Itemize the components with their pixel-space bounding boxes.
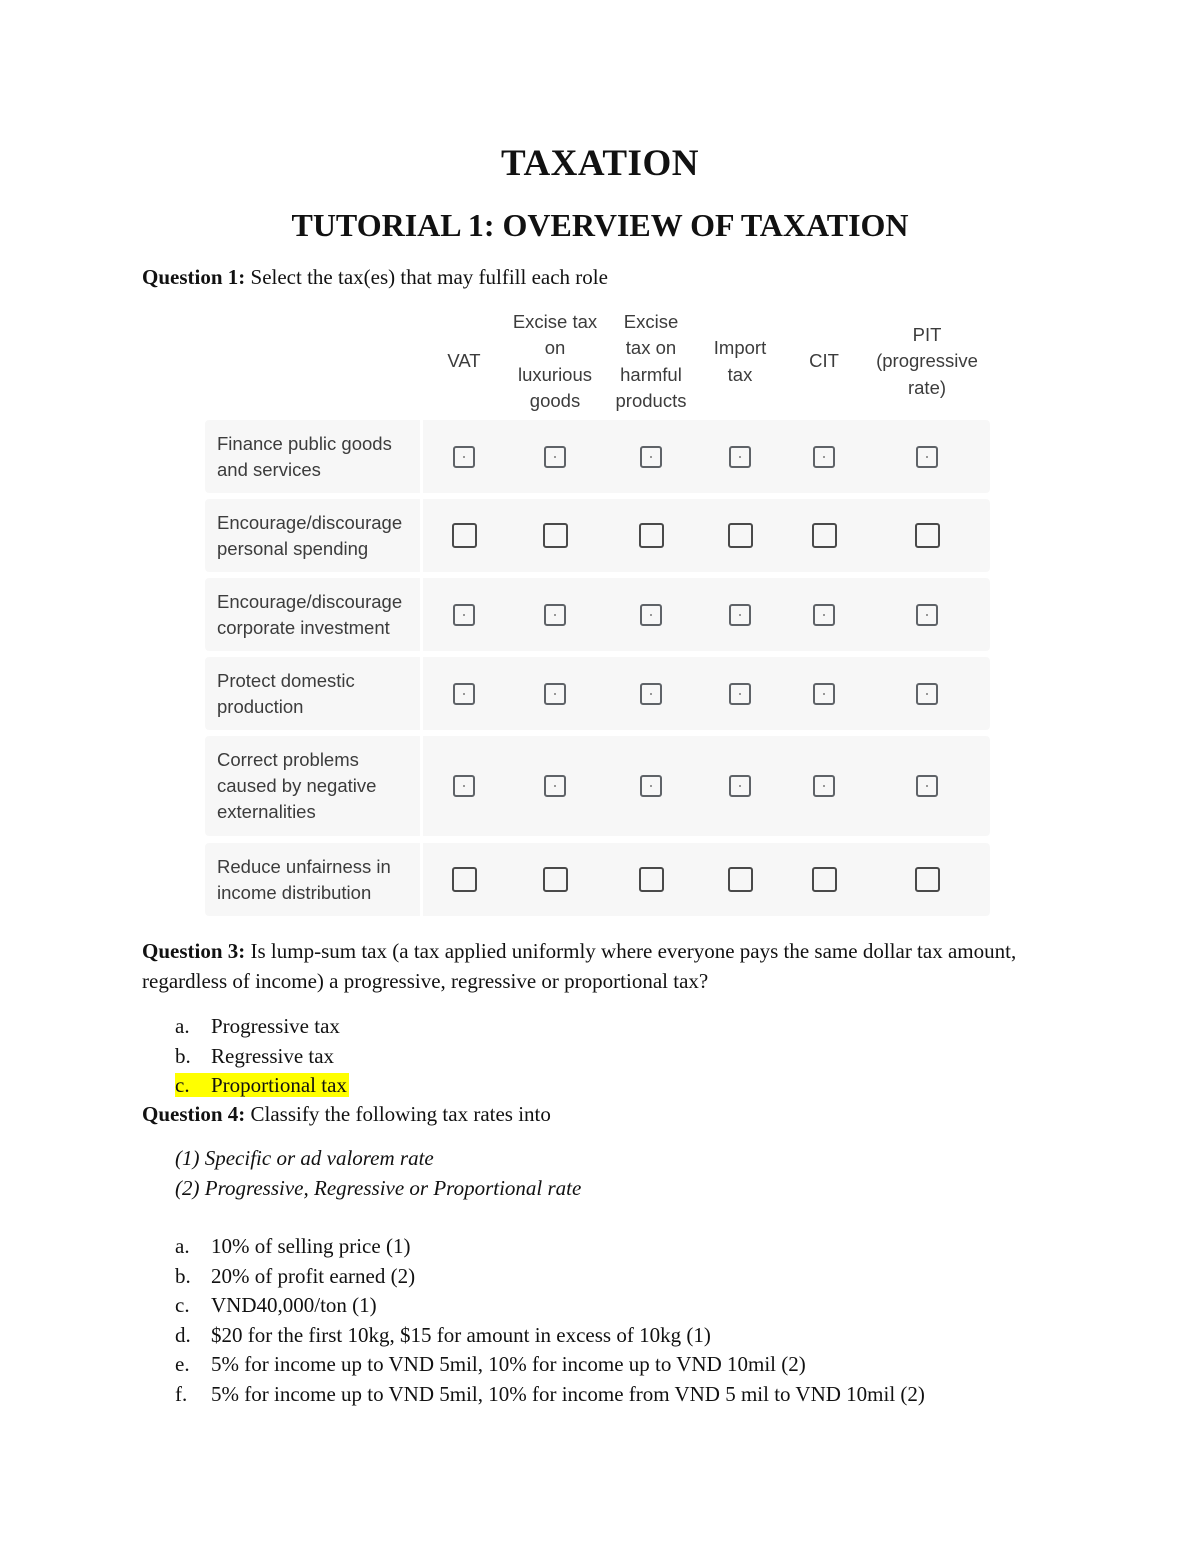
- item-marker: a.: [175, 1234, 190, 1258]
- row-label-line: and services: [217, 459, 321, 480]
- option-item: [175, 1042, 349, 1072]
- item-text: $20 for the first 10kg, $15 for amount in excess of 10kg (1): [211, 1322, 711, 1347]
- column-header: [774, 305, 874, 418]
- rate-item: [175, 1321, 925, 1351]
- checkbox[interactable]: [544, 446, 566, 468]
- checkbox[interactable]: [640, 446, 662, 468]
- checkbox[interactable]: [728, 867, 753, 892]
- column-header-line: Excise: [623, 310, 679, 332]
- item-marker: c.: [175, 1293, 190, 1317]
- grid-row: [205, 499, 990, 572]
- column-header: [601, 305, 701, 418]
- checkbox-grid: [205, 305, 990, 903]
- row-label-line: Encourage/discourage: [217, 512, 403, 533]
- grid-row: [205, 657, 990, 730]
- option-item: [175, 1012, 349, 1042]
- item-marker: b.: [175, 1263, 191, 1288]
- checkbox[interactable]: [453, 446, 475, 468]
- checkbox[interactable]: [640, 604, 662, 626]
- column-header-line: goods: [529, 390, 581, 411]
- grid-row: [205, 578, 990, 651]
- checkbox[interactable]: [813, 775, 835, 797]
- question-3-options: [175, 1012, 349, 1101]
- item-text: 5% for income up to VND 5mil, 10% for income from VND 5 mil to VND 10mil (2): [211, 1381, 925, 1406]
- checkbox[interactable]: [452, 867, 477, 892]
- question-1-text: Select the tax(es) that may fulfill each role: [245, 265, 608, 289]
- row-label-line: caused by negative: [217, 775, 377, 796]
- row-label: [217, 668, 422, 720]
- checkbox[interactable]: [452, 523, 477, 548]
- checkbox[interactable]: [640, 683, 662, 705]
- question-4-criteria: [175, 1144, 581, 1203]
- checkbox[interactable]: [453, 604, 475, 626]
- column-header-line: products: [615, 390, 687, 411]
- checkbox[interactable]: [543, 867, 568, 892]
- row-label-line: production: [217, 696, 304, 717]
- column-header-line: harmful: [620, 363, 682, 385]
- rate-item: [175, 1380, 925, 1410]
- checkbox[interactable]: [543, 523, 568, 548]
- column-header: [505, 305, 605, 418]
- column-header-line: rate): [907, 376, 947, 398]
- question-3: [142, 936, 1062, 996]
- option-marker: b.: [175, 1043, 191, 1068]
- column-header-line: Import: [713, 337, 767, 358]
- checkbox[interactable]: [729, 775, 751, 797]
- option-text: Proportional tax: [211, 1073, 347, 1097]
- row-label: [217, 589, 422, 641]
- checkbox[interactable]: [729, 683, 751, 705]
- row-label: [217, 510, 422, 562]
- row-label: [217, 854, 422, 906]
- checkbox[interactable]: [916, 446, 938, 468]
- row-label-line: corporate investment: [217, 617, 390, 638]
- row-label: [217, 431, 422, 483]
- item-text: 20% of profit earned (2): [211, 1263, 416, 1288]
- checkbox[interactable]: [640, 775, 662, 797]
- item-marker: f.: [175, 1381, 188, 1406]
- item-text: 10% of selling price (1): [211, 1234, 411, 1258]
- row-label-line: Correct problems: [217, 749, 359, 770]
- rate-item: [175, 1262, 925, 1292]
- checkbox[interactable]: [639, 867, 664, 892]
- checkbox[interactable]: [544, 683, 566, 705]
- grid-row: [205, 736, 990, 836]
- column-header-line: on: [544, 337, 566, 358]
- checkbox[interactable]: [813, 683, 835, 705]
- checkbox[interactable]: [729, 446, 751, 468]
- item-text: 5% for income up to VND 5mil, 10% for income up to VND 10mil (2): [211, 1352, 806, 1376]
- checkbox[interactable]: [453, 683, 475, 705]
- checkbox[interactable]: [728, 523, 753, 548]
- question-4-items: [175, 1232, 925, 1409]
- option-marker: c.: [175, 1073, 190, 1097]
- checkbox[interactable]: [916, 683, 938, 705]
- item-marker: d.: [175, 1322, 191, 1347]
- question-4-label: Question 4:: [142, 1102, 246, 1126]
- item-marker: e.: [175, 1352, 190, 1376]
- column-header-line: tax: [727, 363, 753, 385]
- column-header-line: PIT: [912, 323, 942, 345]
- question-1: [142, 262, 1062, 292]
- criteria-line: (1) Specific or ad valorem rate: [175, 1146, 434, 1170]
- highlighted-answer: [175, 1073, 349, 1097]
- rate-item: [175, 1291, 925, 1321]
- rate-item: [175, 1232, 925, 1262]
- question-4: [142, 1099, 1062, 1129]
- row-label-line: income distribution: [217, 882, 372, 903]
- question-3-text: Is lump-sum tax (a tax applied uniformly where everyone pays the same dollar tax amount, regardless of income) a progressive, regressive or proportional tax?: [142, 939, 1017, 993]
- document-title: TAXATION: [501, 143, 699, 184]
- row-label-line: Encourage/discourage: [217, 591, 403, 612]
- column-header-line: VAT: [447, 350, 481, 372]
- question-4-text: Classify the following tax rates into: [245, 1102, 551, 1126]
- row-label-line: externalities: [217, 801, 316, 822]
- row-label-line: personal spending: [217, 538, 369, 559]
- document-subtitle: TUTORIAL 1: OVERVIEW OF TAXATION: [291, 207, 909, 243]
- row-label: [217, 747, 422, 825]
- option-marker: a.: [175, 1014, 190, 1038]
- option-item: [175, 1071, 349, 1101]
- question-1-label: Question 1:: [142, 265, 246, 289]
- checkbox[interactable]: [639, 523, 664, 548]
- checkbox[interactable]: [544, 604, 566, 626]
- checkbox[interactable]: [812, 523, 837, 548]
- question-3-label: Question 3:: [142, 939, 246, 963]
- row-label-line: Finance public goods: [217, 433, 392, 454]
- row-label-line: Reduce unfairness in: [217, 856, 391, 877]
- checkbox[interactable]: [915, 867, 940, 892]
- column-header-line: luxurious: [517, 363, 593, 385]
- column-header: [414, 305, 514, 418]
- grid-header: [205, 305, 990, 418]
- checkbox[interactable]: [915, 523, 940, 548]
- item-text: VND40,000/ton (1): [211, 1293, 377, 1317]
- column-header-line: Excise tax: [512, 310, 598, 332]
- checkbox[interactable]: [812, 867, 837, 892]
- checkbox[interactable]: [453, 775, 475, 797]
- checkbox[interactable]: [729, 604, 751, 626]
- column-header-line: (progressive: [876, 350, 978, 372]
- checkbox[interactable]: [813, 604, 835, 626]
- criteria-line: (2) Progressive, Regressive or Proportional rate: [175, 1175, 582, 1200]
- checkbox[interactable]: [916, 604, 938, 626]
- column-header: [877, 305, 977, 418]
- grid-row: [205, 420, 990, 493]
- checkbox[interactable]: [813, 446, 835, 468]
- column-header-line: tax on: [625, 337, 677, 358]
- column-header-line: CIT: [809, 350, 839, 372]
- option-text: Regressive tax: [211, 1043, 335, 1068]
- rate-item: [175, 1350, 925, 1380]
- option-text: Progressive tax: [211, 1014, 340, 1038]
- checkbox[interactable]: [916, 775, 938, 797]
- checkbox[interactable]: [544, 775, 566, 797]
- row-label-line: Protect domestic: [217, 670, 355, 691]
- grid-row: [205, 843, 990, 916]
